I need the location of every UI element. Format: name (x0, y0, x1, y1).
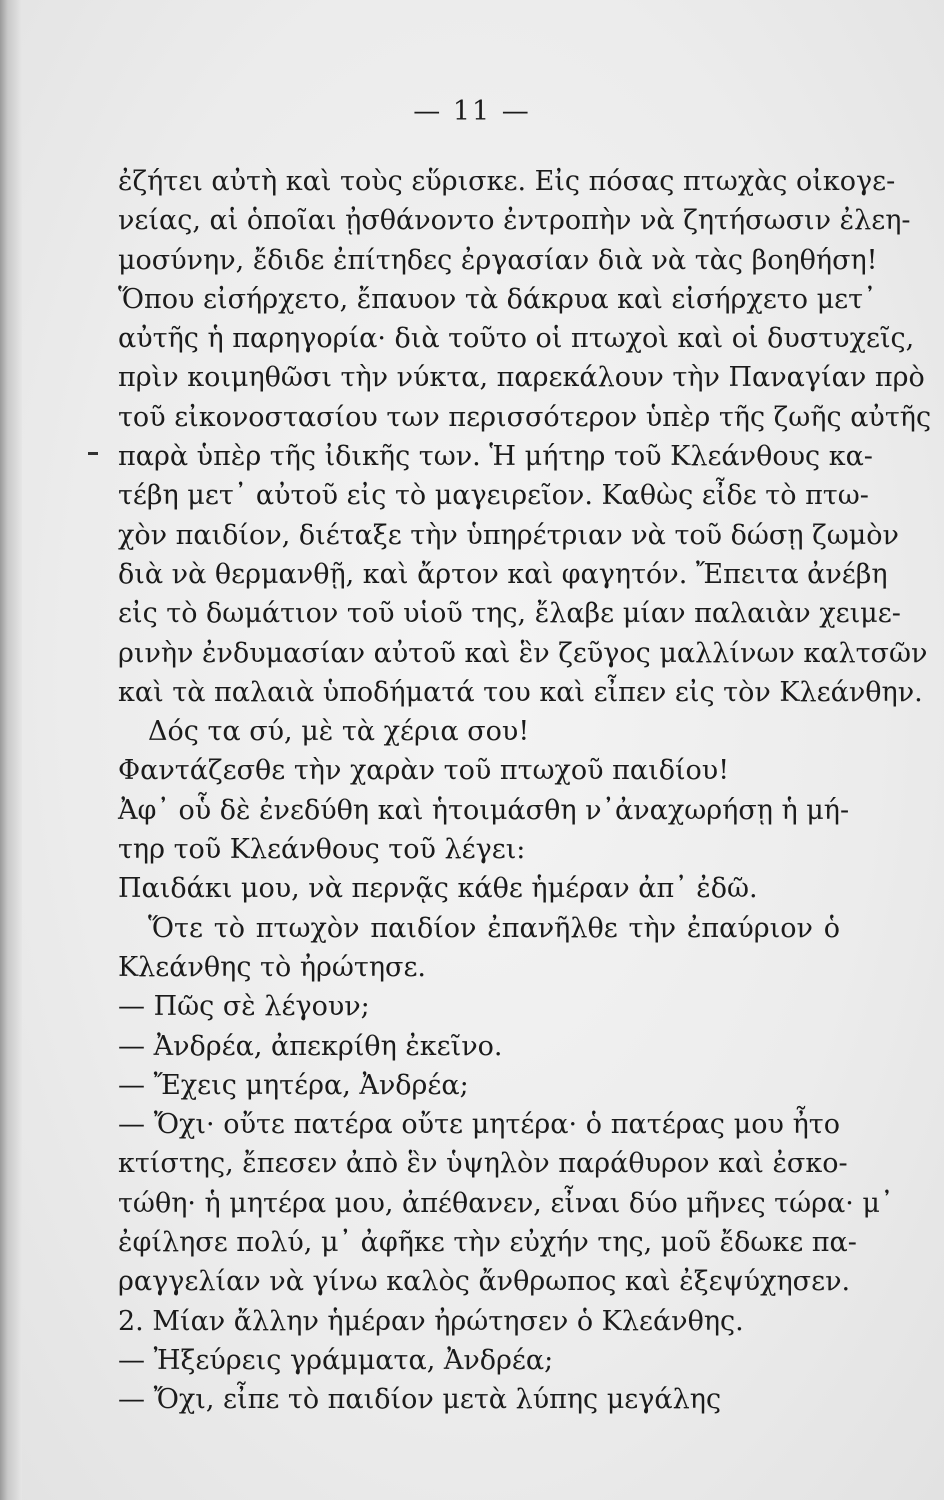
text-line: 2. Μίαν ἄλλην ἡμέραν ἠρώτησεν ὁ Κλεάνθης. (118, 1305, 744, 1337)
text-line: Φαντάζεσθε τὴν χαρὰν τοῦ πτωχοῦ παιδίου! (118, 755, 730, 787)
text-line: εἰς τὸ δωμάτιον τοῦ υἱοῦ της, ἔλαβε μίαν παλαιὰν χειμε- (118, 598, 901, 630)
text-line: τηρ τοῦ Κλεάνθους τοῦ λέγει: (118, 834, 526, 866)
text-line: Δός τα σύ, μὲ τὰ χέρια σου! (148, 716, 530, 748)
text-line: νείας, αἱ ὁποῖαι ᾐσθάνοντο ἐντροπὴν νὰ ζητήσωσιν ἐλεη- (118, 205, 911, 237)
text-line: — Ἠξεύρεις γράμματα, Ἀνδρέα; (118, 1344, 554, 1376)
page-number: — 11 — (413, 96, 531, 127)
text-line: Ἀφ᾽ οὗ δὲ ἐνεδύθη καὶ ἡτοιμάσθη ν᾽ἀναχωρήσῃ ἡ μή- (118, 794, 850, 826)
text-line: Ὅπου εἰσήρχετο, ἔπαυον τὰ δάκρυα καὶ εἰσήρχετο μετ᾽ (118, 283, 877, 315)
text-line: — Ἔχεις μητέρα, Ἀνδρέα; (118, 1069, 469, 1101)
text-line: Ὅτε τὸ πτωχὸν παιδίον ἐπανῆλθε τὴν ἐπαύριον ὁ (148, 912, 840, 944)
text-line: κτίστης, ἔπεσεν ἀπὸ ἓν ὑψηλὸν παράθυρον καὶ ἐσκο- (118, 1148, 848, 1180)
text-line: διὰ νὰ θερμανθῇ, καὶ ἄρτον καὶ φαγητόν. Ἔπειτα ἀνέβη (118, 558, 888, 590)
text-line: παρὰ ὑπὲρ τῆς ἰδικῆς των. Ἡ μήτηρ τοῦ Κλεάνθους κα- (118, 441, 873, 473)
text-line: — Ὄχι· οὔτε πατέρα οὔτε μητέρα· ὁ πατέρας μου ἦτο (118, 1109, 840, 1141)
text-line: χὸν παιδίον, διέταξε τὴν ὑπηρέτριαν νὰ τοῦ δώσῃ ζωμὸν (118, 519, 899, 551)
text-line: ἐζήτει αὐτὴ καὶ τοὺς εὕρισκε. Εἰς πόσας πτωχὰς οἰκογε- (118, 166, 896, 197)
text-line: ἐφίλησε πολύ, μ᾽ ἀφῆκε τὴν εὐχήν της, μοῦ ἔδωκε πα- (118, 1227, 857, 1259)
text-line: — Ἀνδρέα, ἀπεκρίθη ἐκεῖνο. (118, 1030, 503, 1062)
text-line: Παιδάκι μου, νὰ περνᾷς κάθε ἡμέραν ἀπ᾽ ἐδῶ. (118, 873, 758, 905)
text-line: καὶ τὰ παλαιὰ ὑποδήματά του καὶ εἶπεν εἰς τὸν Κλεάνθην. (118, 676, 923, 708)
text-line: ραγγελίαν νὰ γίνω καλὸς ἄνθρωπος καὶ ἐξεψύχησεν. (118, 1266, 851, 1298)
text-line: — Πῶς σὲ λέγουν; (118, 991, 370, 1023)
margin-dash-mark (88, 452, 98, 455)
text-line: τέβη μετ᾽ αὐτοῦ εἰς τὸ μαγειρεῖον. Καθὼς εἶδε τὸ πτω- (118, 480, 869, 512)
text-line: Κλεάνθης τὸ ἠρώτησε. (118, 951, 427, 983)
page-gutter-shadow (0, 0, 22, 1500)
text-line: ρινὴν ἐνδυμασίαν αὐτοῦ καὶ ἓν ζεῦγος μαλλίνων καλτσῶν (118, 637, 928, 669)
text-line: τώθη· ἡ μητέρα μου, ἀπέθανεν, εἶναι δύο μῆνες τώρα· μ᾽ (118, 1187, 894, 1219)
text-line: αὐτῆς ἡ παρηγορία· διὰ τοῦτο οἱ πτωχοὶ καὶ οἱ δυστυχεῖς, (118, 323, 915, 355)
text-line: μοσύνην, ἔδιδε ἐπίτηδες ἐργασίαν διὰ νὰ τὰς βοηθήση! (118, 244, 878, 276)
text-line: πρὶν κοιμηθῶσι τὴν νύκτα, παρεκάλουν τὴν Παναγίαν πρὸ (118, 362, 925, 394)
text-line: τοῦ εἰκονοστασίου των περισσότερον ὑπὲρ τῆς ζωῆς αὐτῆς (118, 401, 932, 433)
text-line: — Ὄχι, εἶπε τὸ παιδίον μετὰ λύπης μεγάλης (118, 1384, 722, 1416)
page-body-text (118, 162, 932, 1420)
